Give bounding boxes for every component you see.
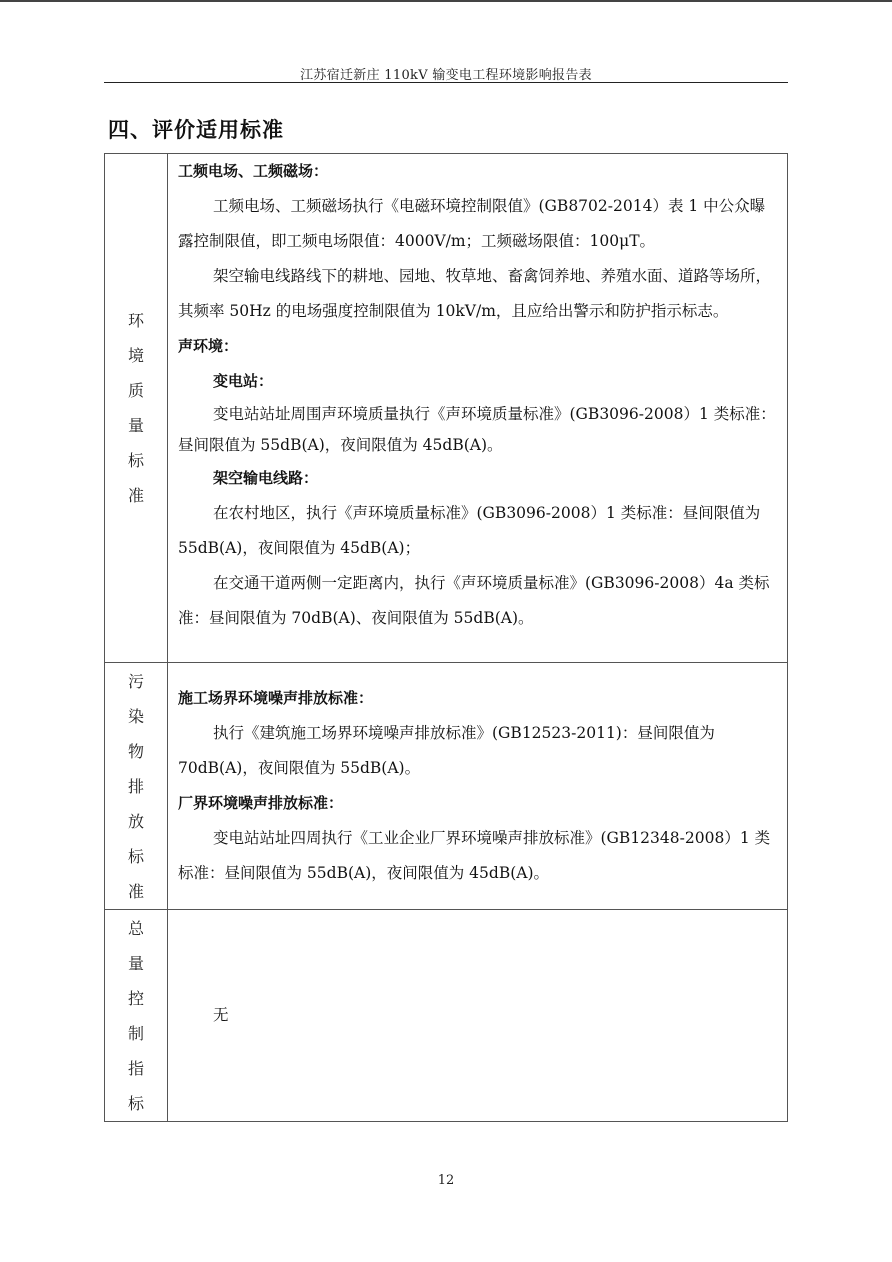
category-label-total-control: 总 量 控 制 指 标: [127, 918, 144, 1113]
construction-noise-heading: 施工场界环境噪声排放标准：: [178, 689, 374, 707]
construction-noise-paragraph: 执行《建筑施工场界环境噪声排放标准》(GB12523-2011)：昼间限值为 70dB(A)，夜间限值为 55dB(A)。: [178, 724, 715, 777]
content-cell: [168, 910, 788, 1122]
standards-table: [104, 153, 788, 1122]
section-title: 四、评价适用标准: [108, 117, 284, 142]
total-control-value: 无: [213, 1006, 229, 1024]
content-cell: [168, 663, 788, 910]
document-header: 江苏宿迁新庄 110kV 输变电工程环境影响报告表: [300, 68, 592, 83]
power-frequency-paragraph-2: 架空输电线路线下的耕地、园地、牧草地、畜禽饲养地、养殖水面、道路等场所，其频率 50Hz 的电场强度控制限值为 10kV/m，且应给出警示和防护指示标志。: [178, 267, 772, 320]
category-cell: [105, 663, 168, 910]
table-row-total-control: [105, 910, 788, 1122]
category-label-pollutant: 污 染 物 排 放 标 准: [127, 671, 144, 901]
category-cell: [105, 154, 168, 663]
power-frequency-paragraph-1: 工频电场、工频磁场执行《电磁环境控制限值》(GB8702-2014）表 1 中公众曝露控制限值，即工频电场限值：4000V/m；工频磁场限值：100μT。: [178, 197, 766, 250]
overhead-line-paragraph-2: 在交通干道两侧一定距离内，执行《声环境质量标准》(GB3096-2008）4a 类标准：昼间限值为 70dB(A)、夜间限值为 55dB(A)。: [178, 574, 770, 627]
substation-heading: 变电站：: [213, 372, 274, 390]
top-border-line: [0, 0, 892, 2]
category-cell: [105, 910, 168, 1122]
table-row-environment-standards: [105, 154, 788, 663]
table-row-pollutant-standards: [105, 663, 788, 910]
sound-environment-heading: 声环境：: [178, 337, 239, 355]
page-number: 12: [437, 1173, 455, 1188]
boundary-noise-heading: 厂界环境噪声排放标准：: [178, 794, 344, 812]
overhead-line-paragraph-1: 在农村地区，执行《声环境质量标准》(GB3096-2008）1 类标准：昼间限值为 55dB(A)，夜间限值为 45dB(A)；: [178, 504, 761, 557]
content-cell: [168, 154, 788, 663]
overhead-line-heading: 架空输电线路：: [213, 469, 319, 487]
boundary-noise-paragraph: 变电站站址四周执行《工业企业厂界环境噪声排放标准》(GB12348-2008）1 类标准：昼间限值为 55dB(A)，夜间限值为 45dB(A)。: [178, 829, 771, 882]
substation-paragraph: 变电站站址周围声环境质量执行《声环境质量标准》(GB3096-2008）1 类标准：昼间限值为 55dB(A)，夜间限值为 45dB(A)。: [178, 405, 776, 454]
header-rule: [104, 82, 788, 83]
category-label-environment: 环 境 质 量 标 准: [127, 311, 144, 505]
power-frequency-heading: 工频电场、工频磁场：: [178, 162, 329, 180]
